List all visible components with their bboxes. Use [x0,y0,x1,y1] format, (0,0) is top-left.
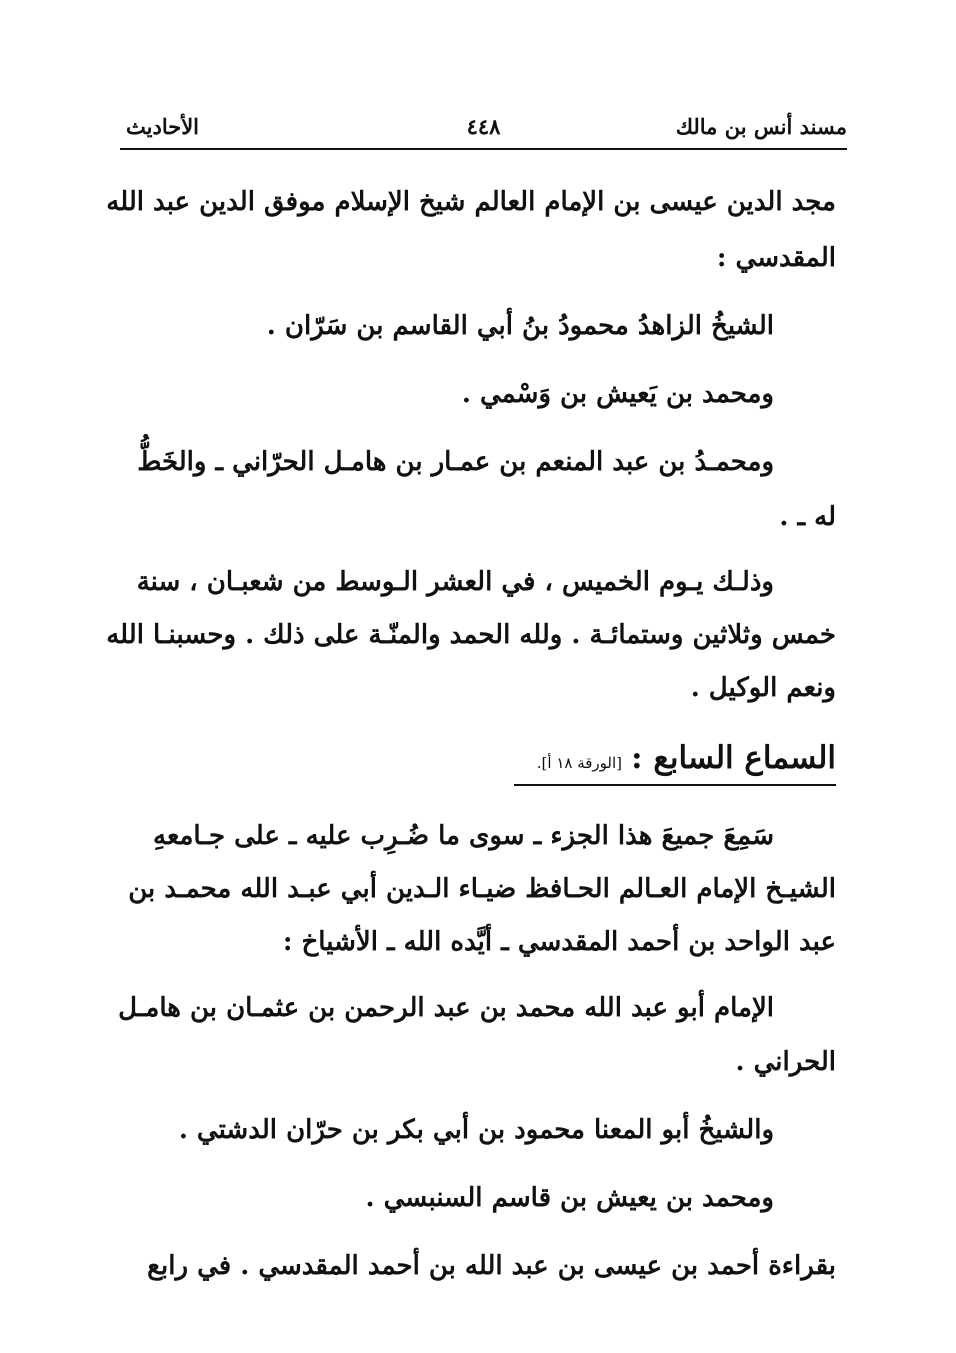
header-section-title: الأحاديث [126,114,200,139]
text-line: ومحمد بن يَعيش بن وَسْمي . [461,379,774,409]
section-title: السماع السابع : [631,740,836,776]
text-line: بقراءة أحمد بن عيسى بن عبد الله بن أحمد المقدسي . في رابع [147,1251,836,1281]
text-line: الإمام أبو عبد الله محمد بن عبد الرحمن بن عثمـان بن هامـل [118,993,774,1023]
text-line: عبد الواحد بن أحمد المقدسي ـ أيَّده الله ـ الأشياخ : [282,927,836,957]
text-line: الشيـخ الإمام العـالم الحـافظ ضيـاء الـدين أبي عبـد الله محمـد بن [128,874,836,904]
text-line: له ـ . [779,502,836,532]
running-header [120,108,847,150]
section-reference: [الورقة ١٨ أ]. [536,754,623,772]
text-line: ونعم الوكيل . [690,673,836,703]
text-line: سَمِعَ جميعَ هذا الجزء ـ سوى ما ضُـرِب عليه ـ على جـامعهِ [153,821,774,851]
text-line: ومحمـدُ بن عبد المنعم بن عمـار بن هامـل الحرّاني ـ والخَطُّ [137,447,774,477]
header-book-title: مسند أنس بن مالك [675,114,847,139]
section-heading [514,740,836,786]
text-line: المقدسي : [716,243,836,273]
text-line: وذلـك يـوم الخميس ، في العشر الـوسط من شعبـان ، سنة [136,567,774,597]
text-line: ومحمد بن يعيش بن قاسم السنبسي . [365,1183,774,1213]
text-line: الشيخُ الزاهدُ محمودُ بنُ أبي القاسم بن سَرّان . [266,311,774,341]
text-line: مجد الدين عيسى بن الإمام العالم شيخ الإسلام موفق الدين عبد الله [106,187,836,217]
text-line: الحراني . [735,1047,836,1077]
text-line: والشيخُ أبو المعنا محمود بن أبي بكر بن حرّان الدشتي . [178,1115,774,1145]
page-number: ٤٤٨ [466,114,501,139]
text-line: خمس وثلاثين وستمائـة . ولله الحمد والمنّـة على ذلك . وحسبنـا الله [106,620,836,650]
